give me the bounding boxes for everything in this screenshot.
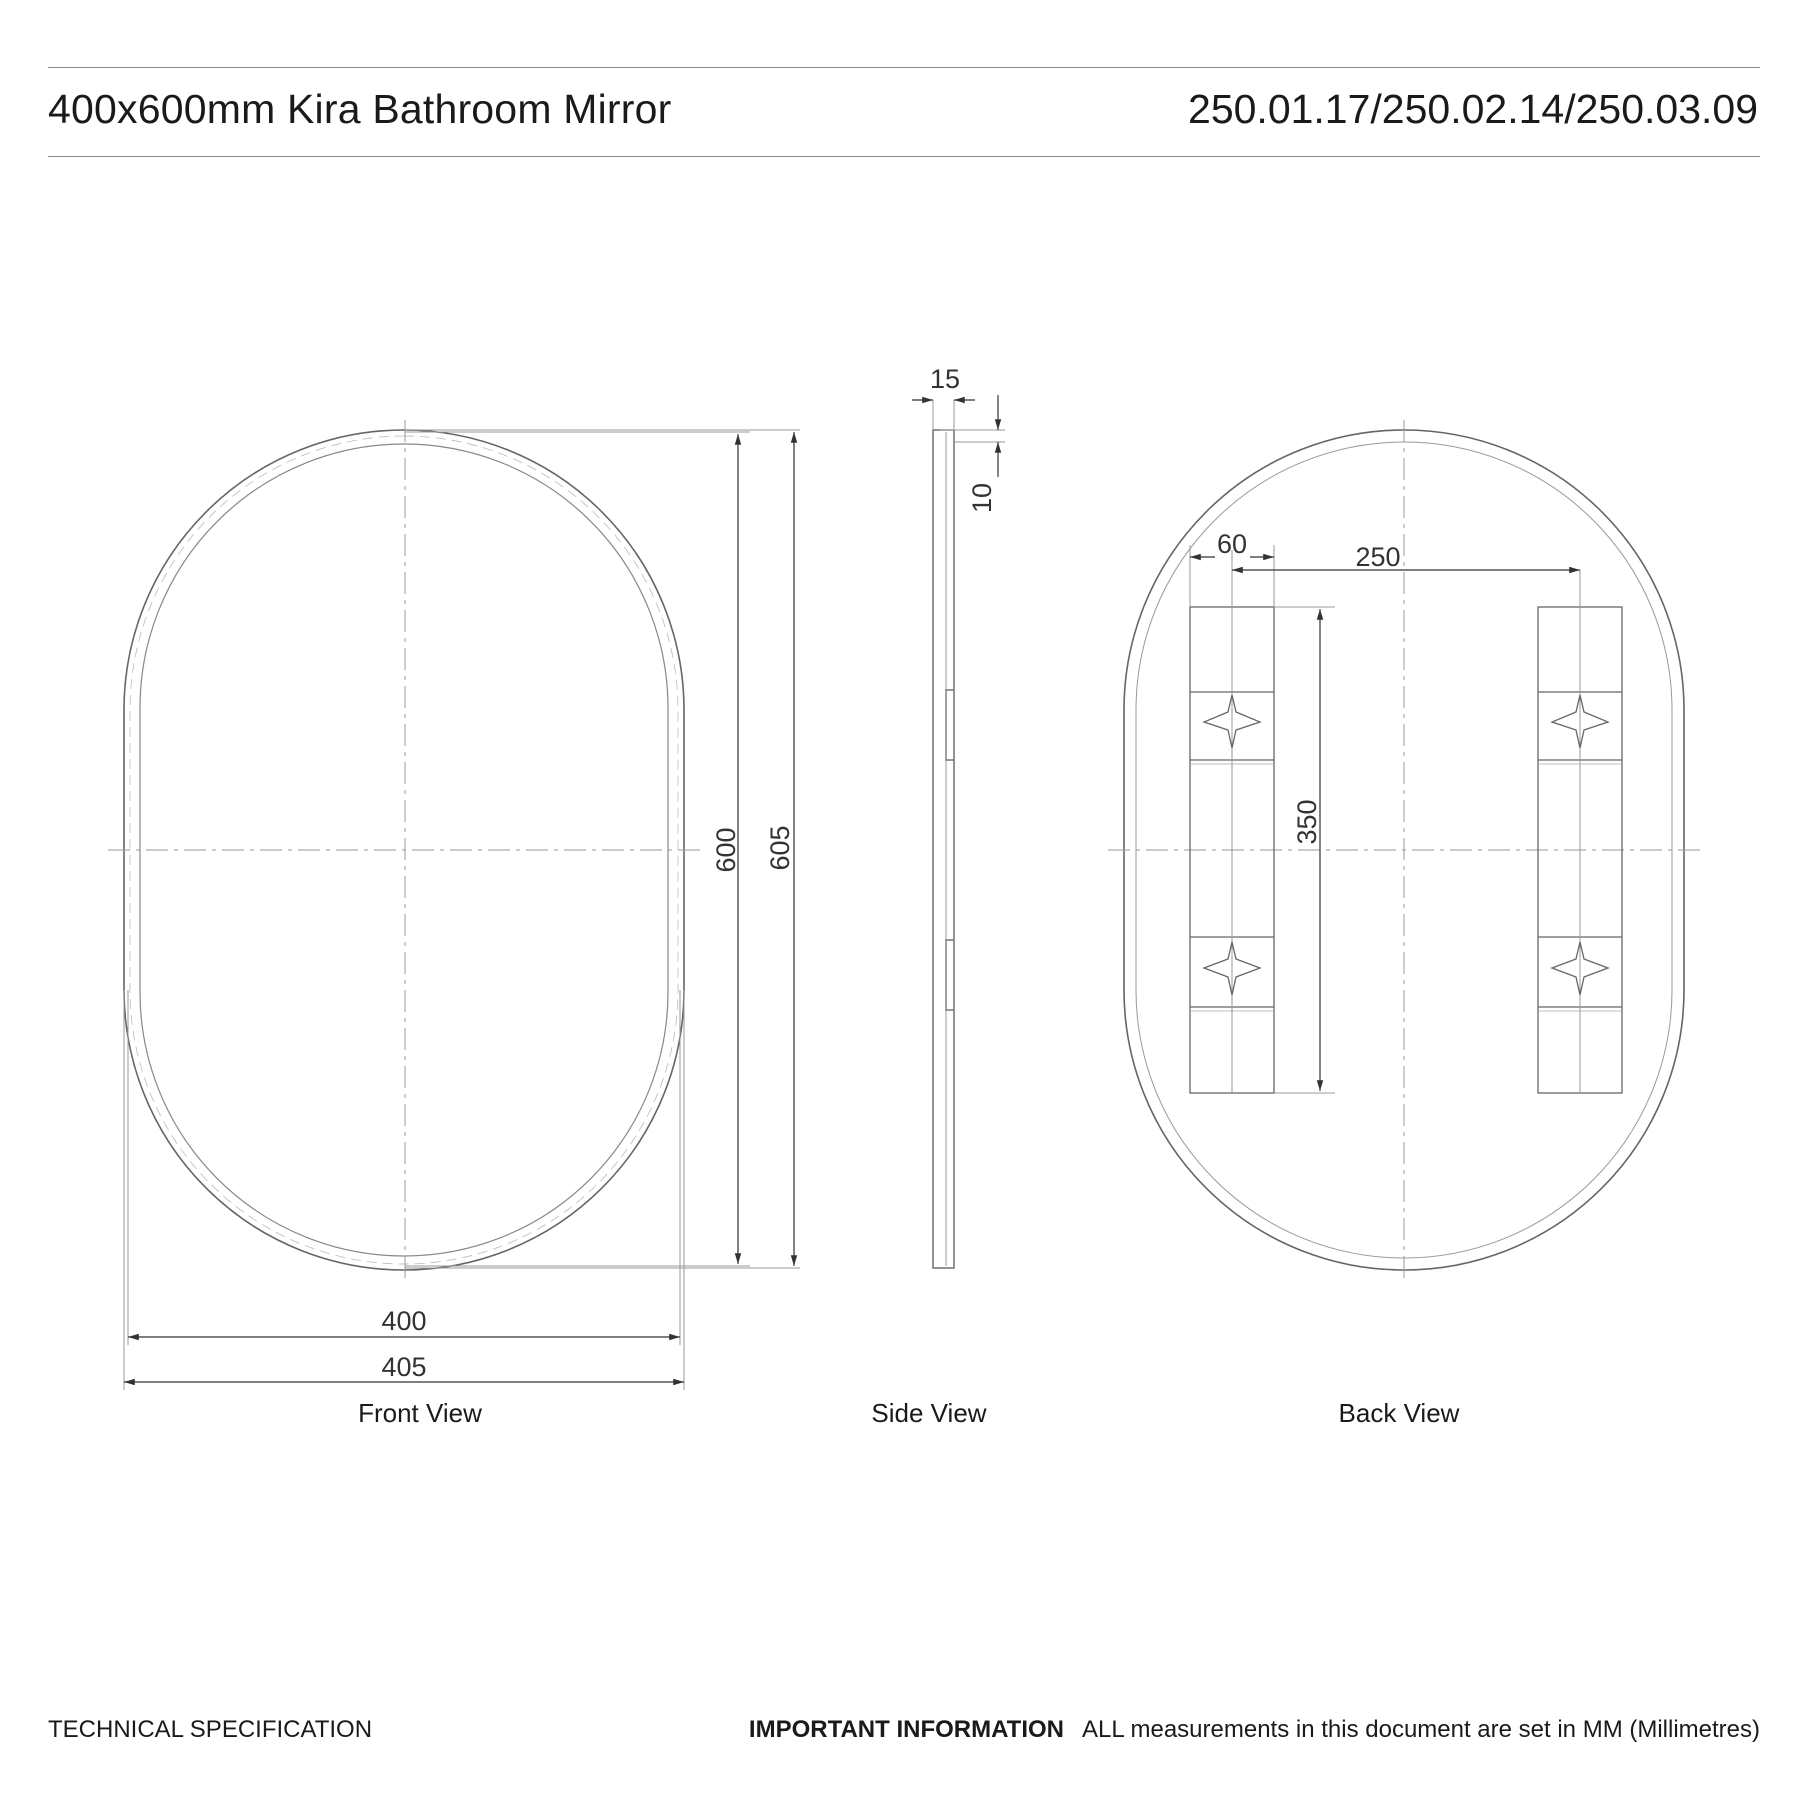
back-bracket-spacing-label: 250 bbox=[1355, 542, 1401, 572]
side-view-label: Side View bbox=[871, 1398, 987, 1428]
side-inset-label: 10 bbox=[967, 482, 997, 514]
side-depth-label: 15 bbox=[929, 364, 961, 394]
side-profile bbox=[933, 430, 954, 1268]
important-information-label: IMPORTANT INFORMATION bbox=[748, 1716, 1064, 1743]
back-view-label: Back View bbox=[1338, 1398, 1460, 1428]
important-information-text: ALL measurements in this document are set in MM (Millimetres) bbox=[1082, 1716, 1760, 1743]
back-bracket-left bbox=[1190, 550, 1274, 1093]
front-height-inner-label: 600 bbox=[711, 827, 741, 873]
front-width-outer-label: 405 bbox=[381, 1352, 427, 1382]
front-width-inner-label: 400 bbox=[381, 1306, 427, 1336]
front-dimensions bbox=[124, 432, 794, 1382]
back-bracket-right bbox=[1538, 570, 1622, 1093]
product-codes: 250.01.17/250.02.14/250.03.09 bbox=[1188, 86, 1758, 132]
page-title: 400x600mm Kira Bathroom Mirror bbox=[48, 86, 672, 132]
side-view-drawing bbox=[933, 400, 1005, 1268]
technical-specification-label: TECHNICAL SPECIFICATION bbox=[48, 1716, 373, 1743]
front-view-label: Front View bbox=[358, 1398, 482, 1428]
front-height-outer-label: 605 bbox=[765, 825, 795, 871]
back-bracket-width-label: 60 bbox=[1216, 529, 1248, 559]
back-bracket-height-label: 350 bbox=[1292, 799, 1322, 845]
front-view-drawing bbox=[108, 420, 800, 1390]
important-information bbox=[749, 1716, 1760, 1744]
back-view-drawing bbox=[1108, 420, 1700, 1280]
side-dimensions bbox=[912, 395, 998, 477]
